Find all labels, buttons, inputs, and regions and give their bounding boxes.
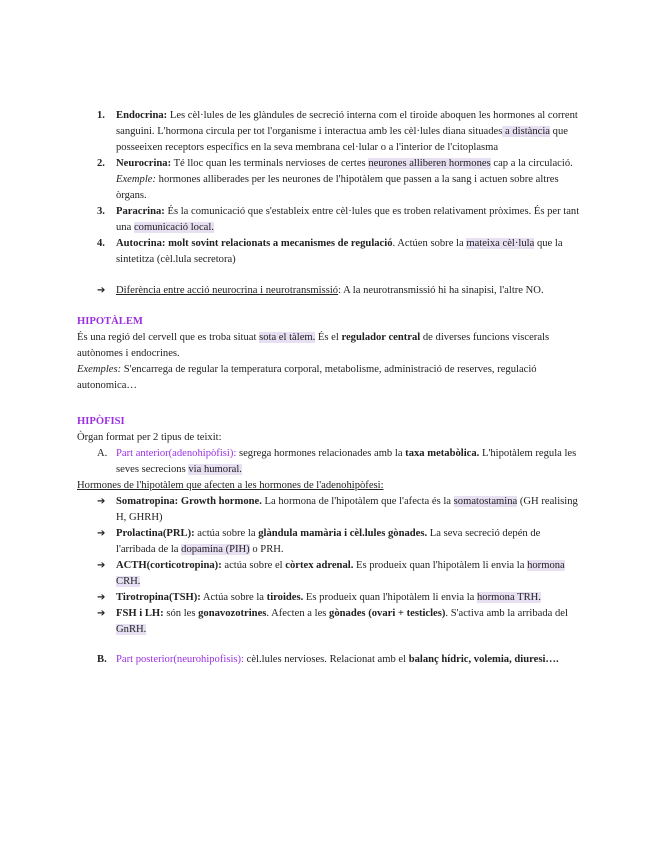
hormones-subtitle bbox=[77, 478, 582, 494]
highlight: via humoral. bbox=[188, 464, 242, 475]
text: . S'activa amb la arribada del bbox=[445, 608, 568, 619]
example-label: Exemple: bbox=[116, 174, 156, 185]
text: . Afecten a les bbox=[266, 608, 330, 619]
text: o PRH. bbox=[249, 544, 284, 555]
example-text: hormones alliberades per les neurones de l'hipotàlem que passen a la sang i actuen sobre altres òrgans. bbox=[116, 174, 559, 201]
hipotalem-paragraph bbox=[77, 330, 582, 362]
text: Actúa sobre la bbox=[200, 592, 267, 603]
text: L'hipotàlem regula les seves secrecions bbox=[116, 448, 577, 475]
arrow-icon: ➔ bbox=[97, 285, 106, 296]
list-number: 4. bbox=[97, 238, 105, 249]
highlight: somatostamina bbox=[453, 496, 518, 507]
keyword: gònades (ovari + testicles) bbox=[329, 608, 446, 619]
hormone-item-prolactina bbox=[77, 526, 582, 558]
example-label: Exemples: bbox=[77, 364, 122, 375]
difference-text: : A la neurotransmissió hi ha sinapisi, l'altre NO. bbox=[338, 285, 544, 296]
term-neurocrina: Neurocrina: bbox=[116, 158, 172, 169]
text: Té lloc quan les terminals nervioses de certes bbox=[171, 158, 369, 169]
text: . Actúen sobre la bbox=[392, 238, 467, 249]
text: són les bbox=[163, 608, 199, 619]
text: És la comunicació que s'estableix entre cèl·lules que es troben relativament pròximes. És per tant una bbox=[116, 206, 580, 233]
keyword: gonavozotrines bbox=[198, 608, 267, 619]
hormone-item-somatropina bbox=[77, 494, 582, 526]
difference-label: Diferència entre acció neurocrina i neurotransmissió bbox=[116, 285, 339, 296]
term-endocrina: Endocrina: bbox=[116, 110, 168, 121]
keyword: còrtex adrenal. bbox=[285, 560, 354, 571]
subtitle-text: Hormones de l'hipotàlem que afecten a les hormones de l'adenohipòfesi: bbox=[77, 480, 384, 491]
list-item-endocrina bbox=[77, 108, 582, 156]
text: actúa sobre la bbox=[194, 528, 259, 539]
term: Somatropina: Growth hormone. bbox=[116, 496, 262, 507]
highlight: hormona TRH. bbox=[477, 592, 541, 603]
term: FSH i LH: bbox=[116, 608, 164, 619]
arrow-icon: ➔ bbox=[97, 592, 106, 603]
term: Tirotropina(TSH): bbox=[116, 592, 201, 603]
list-item-paracrina bbox=[77, 204, 582, 236]
text: cap a la circulació. bbox=[490, 158, 573, 169]
text: (GH realising H, GHRH) bbox=[116, 496, 578, 523]
highlight: dopamina (PIH) bbox=[181, 544, 250, 555]
keyword: balanç hídric, volemia, diuresi…. bbox=[408, 654, 559, 665]
arrow-icon: ➔ bbox=[97, 608, 106, 619]
keyword: glàndula mamària i cèl.lules gònades. bbox=[258, 528, 428, 539]
heading-hipotalem: HIPOTÀLEM bbox=[77, 316, 143, 327]
list-number: 2. bbox=[97, 158, 105, 169]
hipotalem-examples bbox=[77, 362, 582, 394]
text: molt sovint relacionats a bbox=[165, 238, 281, 249]
text: cèl.lules nervioses. Relacionat amb el bbox=[243, 654, 409, 665]
text: de diverses funcions viscerals autònomes i endocrines. bbox=[77, 332, 550, 359]
text: que la sintetitza (cèl.lula secretora) bbox=[116, 238, 563, 265]
document-body bbox=[77, 108, 582, 668]
text: que posseeixen receptors específics en la seva membrana cel·lular o a l'interior de l'citoplasma bbox=[116, 126, 568, 153]
list-item-autocrina bbox=[77, 236, 582, 268]
term: Prolactina(PRL): bbox=[116, 528, 195, 539]
heading-hipofisi: HIPÒFISI bbox=[77, 416, 125, 427]
example-text: S'encarrega de regular la temperatura corporal, metabolisme, administració de reserves, regulació autonomica… bbox=[77, 364, 537, 391]
text: És una regió del cervell que es troba situat bbox=[77, 332, 260, 343]
section-part-anterior bbox=[77, 446, 582, 478]
text: segrega hormones relacionades amb la bbox=[236, 448, 406, 459]
text: Es produeix quan l'hipotàlem li envia la bbox=[303, 592, 477, 603]
list-number: 3. bbox=[97, 206, 105, 217]
highlight: neurones alliberen hormones bbox=[368, 158, 491, 169]
term: ACTH(corticotropina): bbox=[116, 560, 222, 571]
part-posterior-title: Part posterior(neurohipofisis): bbox=[116, 654, 244, 665]
keyword: taxa metabòlica. bbox=[405, 448, 480, 459]
text: actúa sobre el bbox=[221, 560, 286, 571]
highlight: a distància bbox=[502, 126, 551, 137]
term-paracrina: Paracrina: bbox=[116, 206, 165, 217]
keyword: tiroides. bbox=[266, 592, 304, 603]
section-part-posterior bbox=[77, 652, 582, 668]
arrow-icon: ➔ bbox=[97, 528, 106, 539]
text: La seva secreció depén de l'arribada de la bbox=[116, 528, 541, 555]
difference-note bbox=[77, 283, 582, 299]
highlight: sota el tàlem. bbox=[259, 332, 316, 343]
arrow-icon: ➔ bbox=[97, 560, 106, 571]
highlight: hormona CRH. bbox=[116, 560, 565, 587]
hormone-item-tsh bbox=[77, 590, 582, 606]
term-autocrina: Autocrina: bbox=[116, 238, 166, 249]
list-item-neurocrina bbox=[77, 156, 582, 204]
hormone-item-fsh-lh bbox=[77, 606, 582, 638]
section-label: B. bbox=[97, 654, 107, 665]
highlight: comunicació local. bbox=[133, 222, 214, 233]
hipofisi-intro: Òrgan format per 2 tipus de teixit: bbox=[77, 432, 222, 443]
text: Les cèl·lules de les glàndules de secreció interna com el tiroide aboquen les hormones al corrent sanguini. L'hormona circula per tot l'organisme i interactua amb les cèl·lules diana situades bbox=[116, 110, 578, 137]
highlight: mateixa cèl·lula bbox=[466, 238, 535, 249]
hormone-item-acth bbox=[77, 558, 582, 590]
list-number: 1. bbox=[97, 110, 105, 121]
keyword: mecanismes de regulació bbox=[280, 238, 393, 249]
arrow-icon: ➔ bbox=[97, 496, 106, 507]
part-anterior-title: Part anterior(adenohipòfisi): bbox=[116, 448, 237, 459]
text: La hormona de l'hipotàlem que l'afecta és la bbox=[261, 496, 454, 507]
keyword: regulador central bbox=[341, 332, 421, 343]
section-label: A. bbox=[97, 448, 108, 459]
text: Es produeix quan l'hipotàlem li envia la bbox=[353, 560, 528, 571]
highlight: GnRH. bbox=[116, 624, 147, 635]
text: És el bbox=[315, 332, 342, 343]
